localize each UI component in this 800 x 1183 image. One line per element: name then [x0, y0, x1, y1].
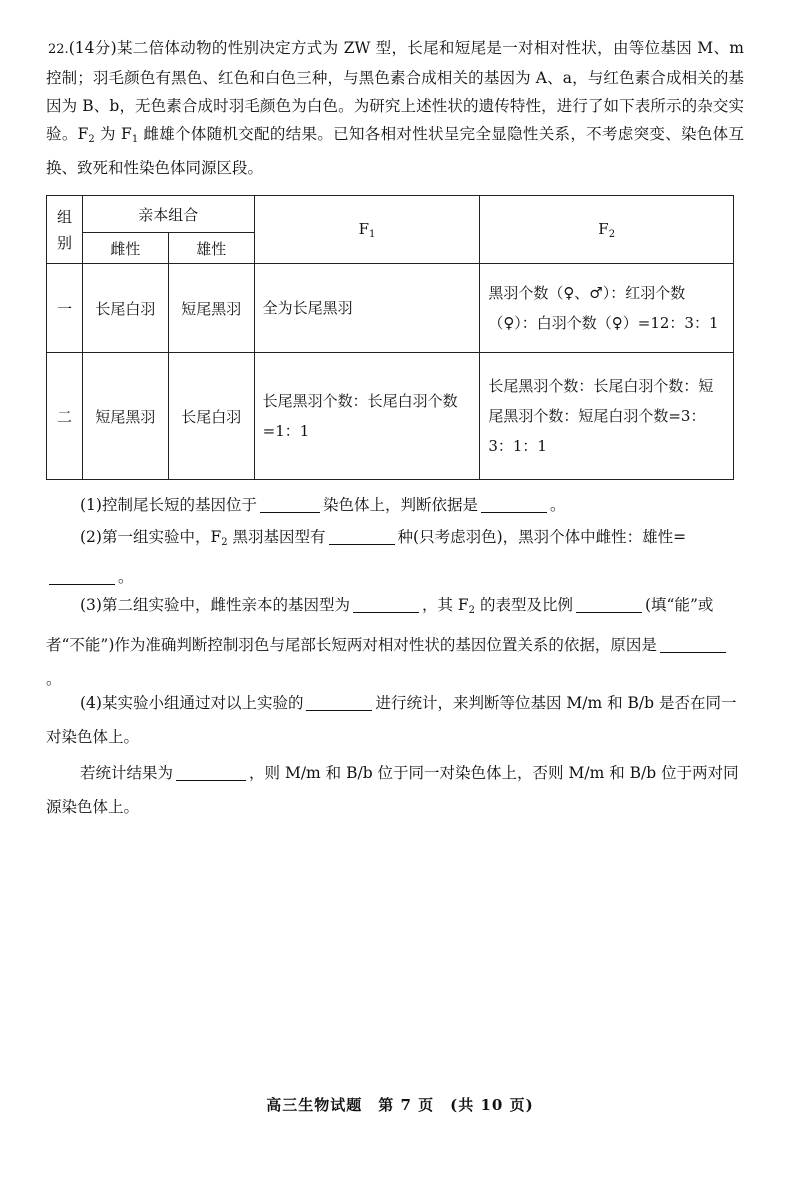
- row-f1: 长尾黑羽个数：长尾白羽个数=1：1: [254, 353, 480, 480]
- row-male: 短尾黑羽: [168, 264, 254, 353]
- sub-question-4: (4)某实验小组通过对以上实验的 进行统计，来判断等位基因 M/m 和 B/b 是否在同一对染色体上。: [46, 694, 737, 746]
- intro-text-1: 某二倍体动物的性别决定方式为 ZW 型，长尾和短尾是一对相对性状，由等位基因 M、m 控制；羽毛颜色有黑色、红色和白色三种，与黑色素合成相关的基因为 A、a，与红色素合成相关的基因为 B、b，无色素合成时羽毛颜色为白色。为研究上述性状的遗传特性，进行了如下表所示的杂交实验。F: [46, 39, 744, 143]
- sub-question-2: (2)第一组实验中，$F_2$ 黑羽基因型有 种(只考虑羽色)，黑羽个体中雌性：雄性=。: [46, 520, 744, 594]
- table-row: [47, 353, 734, 480]
- sub-question-4-condition: 若统计结果为 ，则 M/m 和 B/b 位于同一对染色体上，否则 M/m 和 B/b 位于两对同源染色体上。: [46, 764, 739, 816]
- question-points: (14分): [68, 39, 117, 57]
- answer-blank[interactable]: [329, 526, 395, 545]
- answer-blank[interactable]: [176, 762, 246, 781]
- intro-text-2: 为 F: [94, 125, 132, 143]
- subscript-1: 1: [131, 134, 139, 145]
- cross-experiment-table: [46, 195, 734, 480]
- header-f1: $F_1$: [254, 196, 480, 264]
- answer-blank[interactable]: [353, 594, 419, 613]
- answer-blank[interactable]: [660, 634, 726, 653]
- answer-blank[interactable]: [49, 566, 115, 585]
- header-female: 雌性: [82, 233, 168, 264]
- sub-question-3: (3)第二组实验中，雌性亲本的基因型为 ，其 $F_2$ 的表型及比例 (填“能”或者“不能”)作为准确判断控制羽色与尾部长短两对相对性状的基因位置关系的依据，原因是。: [46, 588, 744, 696]
- header-group: 组别: [47, 196, 83, 264]
- table-row: [47, 264, 734, 353]
- subscript-2: 2: [88, 134, 95, 145]
- row-female: 长尾白羽: [82, 264, 168, 353]
- answer-blank[interactable]: [260, 494, 320, 513]
- header-male: 雄性: [168, 233, 254, 264]
- answer-blank[interactable]: [306, 692, 372, 711]
- row-group: 一: [47, 264, 83, 353]
- header-f2: $F_2$: [480, 196, 734, 264]
- row-female: 短尾黑羽: [82, 353, 168, 480]
- row-f1: 全为长尾黑羽: [254, 264, 480, 353]
- answer-blank[interactable]: [576, 594, 642, 613]
- page-footer: 高三生物试题 第 7 页 (共 10 页): [266, 1096, 534, 1114]
- row-f2: 长尾黑羽个数：长尾白羽个数：短尾黑羽个数：短尾白羽个数=3：3：1：1: [480, 353, 734, 480]
- sub-question-1: (1)控制尾长短的基因位于 染色体上，判断依据是 。: [80, 496, 566, 514]
- question-number: 22.: [48, 42, 69, 57]
- row-male: 长尾白羽: [168, 353, 254, 480]
- question-22-intro: [46, 34, 744, 182]
- answer-blank[interactable]: [481, 494, 547, 513]
- intro-text-3: 雌雄个体随机交配的结果。已知各相对性状呈完全显隐性关系，不考虑突变、染色体互换、致死和性染色体同源区段。: [46, 125, 744, 177]
- header-parents: 亲本组合: [82, 196, 254, 233]
- row-f2: 黑羽个数（♀、♂）：红羽个数（♀）：白羽个数（♀）=12：3：1: [480, 264, 734, 353]
- row-group: 二: [47, 353, 83, 480]
